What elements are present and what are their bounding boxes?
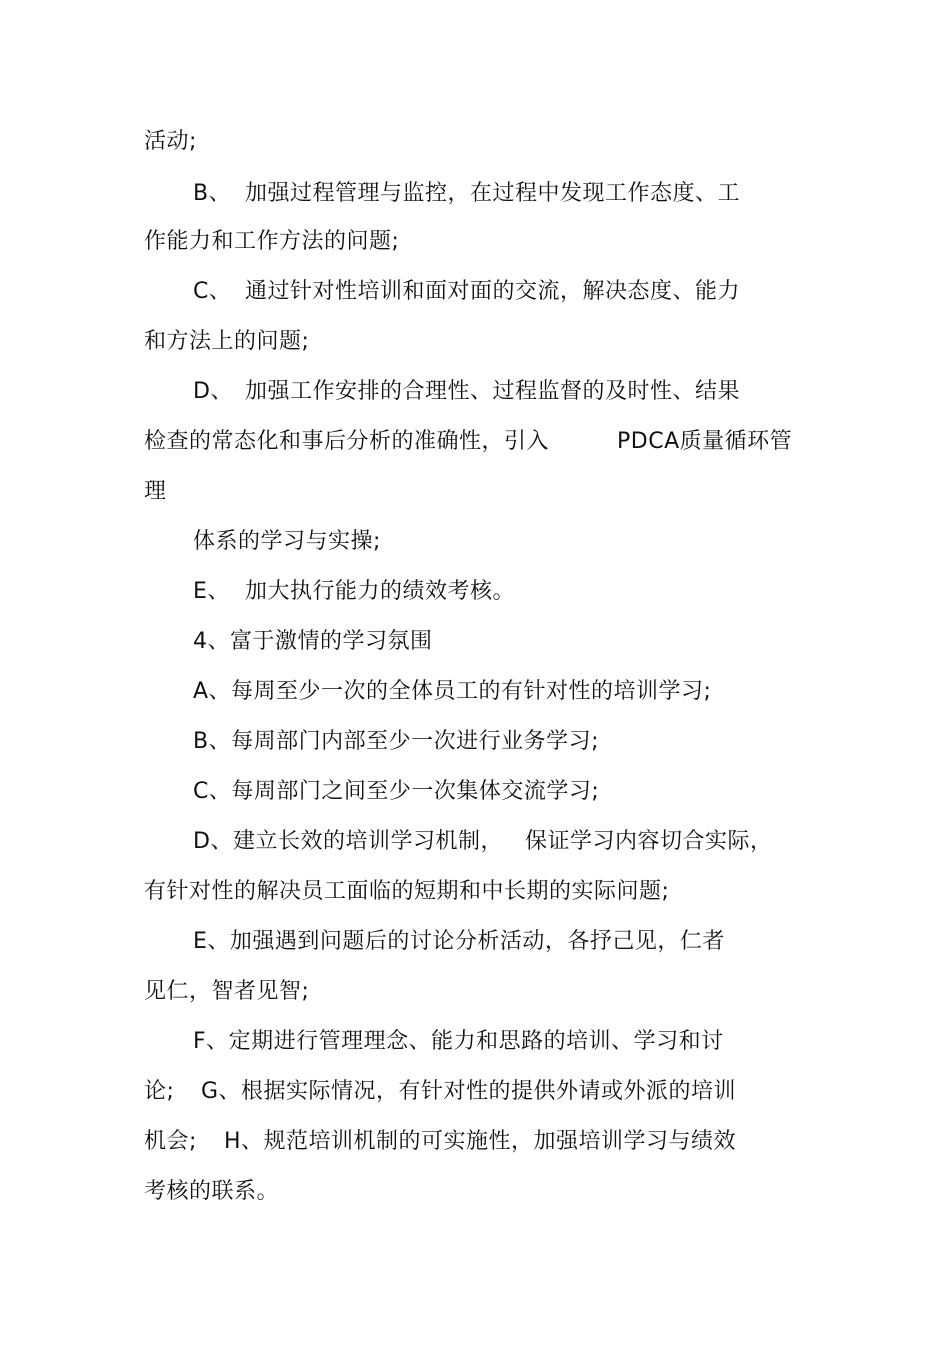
list-marker: E、 <box>193 579 230 604</box>
text-line: 加大执行能力的绩效考核。 <box>245 579 516 604</box>
text-line: 考核的联系。 <box>144 1179 280 1204</box>
text-line: 加强过程管理与监控，在过程中发现工作态度、工 <box>245 181 741 206</box>
text-line: 有针对性的解决员工面临的短期和中长期的实际问题; <box>144 879 670 904</box>
list-item: C、每周部门之间至少一次集体交流学习; <box>193 779 600 804</box>
text-line: 保证学习内容切合实际， <box>525 829 773 854</box>
list-item: A、每周至少一次的全体员工的有针对性的培训学习; <box>193 679 712 704</box>
list-item: H、规范培训机制的可实施性，加强培训学习与绩效 <box>224 1129 737 1154</box>
list-item: F、定期进行管理理念、能力和思路的培训、学习和讨 <box>193 1029 724 1054</box>
text-line: 加强工作安排的合理性、过程监督的及时性、结果 <box>245 379 741 404</box>
text-line: 检查的常态化和事后分析的准确性，引入 <box>144 429 550 454</box>
list-marker: C、 <box>193 279 232 304</box>
text-line: 论; <box>144 1079 175 1104</box>
list-item: D、建立长效的培训学习机制， <box>193 829 503 854</box>
text-line: 和方法上的问题; <box>144 329 310 354</box>
text-line: 体系的学习与实操; <box>193 529 381 554</box>
section-heading: 4、富于激情的学习氛围 <box>193 629 433 654</box>
text-line: 活动; <box>144 129 197 154</box>
text-line: 机会; <box>144 1129 197 1154</box>
list-marker: D、 <box>193 379 233 404</box>
text-line: 作能力和工作方法的问题; <box>144 229 400 254</box>
text-line: 通过针对性培训和面对面的交流，解决态度、能力 <box>245 279 741 304</box>
text-line: 见仁，智者见智; <box>144 979 310 1004</box>
list-marker: B、 <box>193 181 232 206</box>
list-item: B、每周部门内部至少一次进行业务学习; <box>193 729 600 754</box>
text-line: PDCA质量循环管 <box>617 429 793 454</box>
list-item: G、根据实际情况，有针对性的提供外请或外派的培训 <box>201 1079 737 1104</box>
text-line: 理 <box>144 479 167 504</box>
list-item: E、加强遇到问题后的讨论分析活动，各抒己见，仁者 <box>193 929 725 954</box>
